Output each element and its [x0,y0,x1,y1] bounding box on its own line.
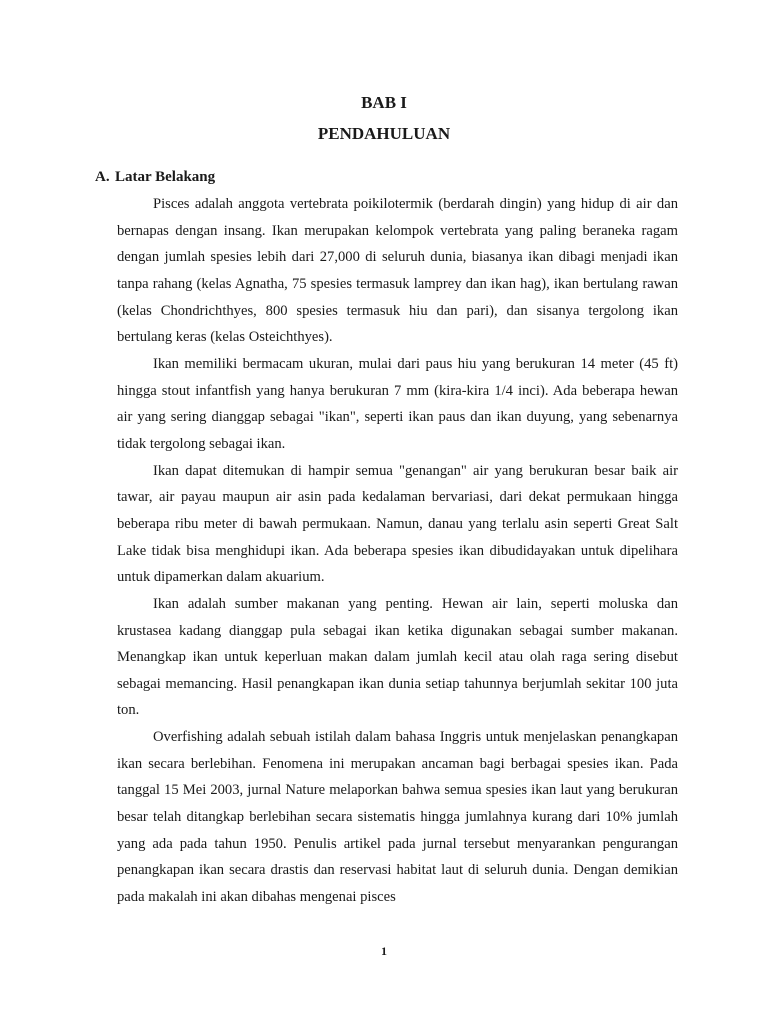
paragraph: Pisces adalah anggota vertebrata poikilotermik (berdarah dingin) yang hidup di air dan bernapas dengan insang. Ikan merupakan kelompok vertebrata yang paling beraneka ragam dengan jumlah spesies lebih dari 27,000 di seluruh dunia, biasanya ikan dibagi menjadi ikan tanpa rahang (kelas Agnatha, 75 spesies termasuk lamprey dan ikan hag), ikan bertulang rawan (kelas Chondrichthyes, 800 spesies termasuk hiu dan pari), dan sisanya tergolong ikan bertulang keras (kelas Osteichthyes). [117,196,678,346]
section-letter: A. [95,169,110,185]
paragraph: Ikan dapat ditemukan di hampir semua "genangan" air yang berukuran besar baik air tawar, air payau maupun air asin pada kedalaman bervariasi, dari dekat permukaan hingga beberapa ribu meter di bawah permukaan. Namun, danau yang terlalu asin seperti Great Salt Lake tidak bisa menghidupi ikan. Ada beberapa spesies ikan dibudidayakan untuk dipelihara untuk dipamerkan dalam akuarium. [117,462,678,586]
body-text [117,191,678,911]
paragraph: Overfishing adalah sebuah istilah dalam bahasa Inggris untuk menjelaskan penangkapan ikan secara berlebihan. Fenomena ini merupakan ancaman bagi berbagai spesies ikan. Pada tanggal 15 Mei 2003, jurnal Nature melaporkan bahwa semua spesies ikan laut yang berukuran besar telah ditangkap berlebihan secara sistematis hingga jumlahnya kurang dari 10% jumlah yang ada pada tahun 1950. Penulis artikel pada jurnal tersebut menyarankan pengurangan penangkapan ikan secara drastis dan reservasi habitat laut di seluruh dunia. Dengan demikian pada makalah ini akan dibahas mengenai pisces [117,729,678,906]
paragraph: Ikan memiliki bermacam ukuran, mulai dari paus hiu yang berukuran 14 meter (45 ft) hingga stout infantfish yang hanya berukuran 7 mm (kira-kira 1/4 inci). Ada beberapa hewan air yang sering dianggap sebagai "ikan", seperti ikan paus dan ikan duyung, yang sebenarnya tidak tergolong sebagai ikan. [117,355,678,452]
chapter-number: BAB I [361,93,407,112]
paragraph: Ikan adalah sumber makanan yang penting. Hewan air lain, seperti moluska dan krustasea kadang dianggap pula sebagai ikan ketika digunakan sebagai sumber makanan. Menangkap ikan untuk keperluan makan dalam jumlah kecil atau olah raga sering disebut sebagai memancing. Hasil penangkapan ikan dunia setiap tahunnya berjumlah sekitar 100 juta ton. [117,595,678,719]
section-heading [95,169,215,186]
page-number: 1 [381,944,387,958]
section-title: Latar Belakang [115,169,216,185]
chapter-title: PENDAHULUAN [317,124,451,143]
